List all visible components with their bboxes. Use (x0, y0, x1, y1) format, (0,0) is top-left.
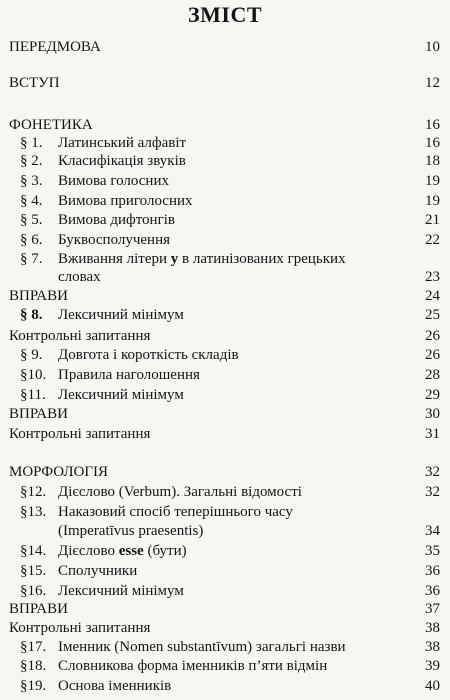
toc-page-number: 25 (425, 307, 440, 323)
toc-page-number: 21 (425, 212, 440, 228)
toc-entry-section-7-continued[interactable] (0, 268, 450, 286)
section-number: § 1. (20, 135, 43, 151)
toc-entry-exercises[interactable] (0, 405, 450, 423)
toc-entry-label: Контрольні запитання (9, 620, 151, 636)
toc-page-number: 35 (425, 543, 440, 559)
toc-page-number: 16 (425, 135, 440, 151)
toc-page-number: 32 (425, 464, 440, 480)
toc-page-number: 26 (425, 347, 440, 363)
section-title: Вимова голосних (58, 173, 169, 189)
toc-entry-section-1[interactable] (0, 134, 450, 152)
section-title: Вживання літери у в латинізованих грецьких (58, 251, 346, 267)
toc-entry-review-questions[interactable] (0, 327, 450, 345)
toc-entry-label: ФОНЕТИКА (9, 117, 93, 133)
toc-page-number: 12 (425, 75, 440, 91)
toc-entry-label: ВСТУП (9, 75, 60, 91)
section-number: § 6. (20, 232, 43, 248)
toc-page-number: 31 (425, 426, 440, 442)
toc-entry-section-7[interactable] (0, 250, 450, 268)
section-number: § 7. (20, 251, 43, 267)
section-title: Правила наголошення (58, 367, 200, 383)
toc-entry-section-18[interactable] (0, 657, 450, 675)
toc-entry-section-12[interactable] (0, 483, 450, 501)
toc-entry-section-15[interactable] (0, 562, 450, 580)
section-number: §11. (20, 387, 46, 403)
toc-entry-label: ВПРАВИ (9, 406, 68, 422)
toc-entry-section-13-continued[interactable] (0, 522, 450, 540)
section-number: § 2. (20, 153, 43, 169)
section-number: § 9. (20, 347, 43, 363)
toc-entry-section-19[interactable] (0, 677, 450, 695)
section-title-continued: (Imperatīvus praesentis) (58, 523, 204, 539)
section-title: Основа іменників (58, 678, 172, 694)
toc-entry-section-9[interactable] (0, 346, 450, 364)
toc-entry-section-4[interactable] (0, 192, 450, 210)
section-number: §17. (20, 639, 47, 655)
toc-page-number: 19 (425, 193, 440, 209)
toc-entry-section-8[interactable] (0, 306, 450, 324)
toc-entry-section-3[interactable] (0, 172, 450, 190)
section-title: Словникова форма іменників п’яти відмін (58, 658, 328, 674)
section-number: §12. (20, 484, 47, 500)
section-number: §19. (20, 678, 47, 694)
toc-entry-exercises[interactable] (0, 287, 450, 305)
toc-entry-review-questions[interactable] (0, 619, 450, 637)
section-title: Дієслово (Verbum). Загальні відомості (58, 484, 302, 500)
toc-entry-section-13[interactable] (0, 503, 450, 521)
toc-entry-section-14[interactable] (0, 542, 450, 560)
toc-page-number: 37 (425, 601, 440, 617)
section-title: Латинський алфавіт (58, 135, 187, 151)
section-title: Довгота і короткість складів (58, 347, 239, 363)
section-title: Лексичний мінімум (58, 387, 184, 403)
section-number: §10. (20, 367, 47, 383)
toc-entry-section-16[interactable] (0, 582, 450, 600)
toc-page-number: 34 (425, 523, 440, 539)
page-title: ЗМІСТ (188, 2, 262, 27)
toc-page-number: 38 (425, 639, 440, 655)
toc-entry-section-11[interactable] (0, 386, 450, 404)
section-number: §13. (20, 504, 47, 520)
toc-page-number: 36 (425, 583, 440, 599)
toc-entry-section-5[interactable] (0, 211, 450, 229)
section-number: §18. (20, 658, 47, 674)
toc-entry-introduction[interactable] (0, 74, 450, 92)
toc-entry-label: Контрольні запитання (9, 328, 151, 344)
section-title: Наказовий спосіб теперішнього часу (58, 504, 293, 520)
section-title: Буквосполучення (58, 232, 171, 248)
section-title: Класифікація звуків (58, 153, 186, 169)
toc-page-number: 29 (425, 387, 440, 403)
toc-page-number: 38 (425, 620, 440, 636)
toc-entry-review-questions[interactable] (0, 425, 450, 443)
section-number: §15. (20, 563, 47, 579)
toc-page-number: 24 (425, 288, 440, 304)
toc-entry-section-6[interactable] (0, 231, 450, 249)
section-number: § 8. (20, 307, 43, 323)
toc-page-number: 16 (425, 117, 440, 133)
section-title: Дієслово esse (бути) (58, 543, 187, 559)
toc-entry-section-17[interactable] (0, 638, 450, 656)
toc-entry-label: ПЕРЕДМОВА (9, 39, 101, 55)
toc-page-number: 19 (425, 173, 440, 189)
section-number: §16. (20, 583, 47, 599)
toc-page-number: 26 (425, 328, 440, 344)
toc-page-number: 23 (425, 269, 440, 285)
toc-entry-label: Контрольні запитання (9, 426, 151, 442)
section-title: Сполучники (58, 563, 138, 579)
toc-page-number: 36 (425, 563, 440, 579)
toc-entry-morphology[interactable] (0, 463, 450, 481)
toc-page-number: 30 (425, 406, 440, 422)
section-title-continued: словах (58, 269, 101, 285)
section-title: Лексичний мінімум (58, 583, 184, 599)
section-number: § 4. (20, 193, 43, 209)
toc-page-number: 39 (425, 658, 440, 674)
toc-entry-label: ВПРАВИ (9, 601, 68, 617)
toc-entry-foreword[interactable] (0, 38, 450, 56)
toc-entry-section-10[interactable] (0, 366, 450, 384)
section-number: § 5. (20, 212, 43, 228)
section-number: §14. (20, 543, 47, 559)
toc-page-number: 28 (425, 367, 440, 383)
section-title: Вимова приголосних (58, 193, 193, 209)
section-title: Лексичний мінімум (58, 307, 184, 323)
toc-entry-label: ВПРАВИ (9, 288, 68, 304)
toc-page-number: 22 (425, 232, 440, 248)
toc-page-number: 40 (425, 678, 440, 694)
section-number: § 3. (20, 173, 43, 189)
toc-page-number: 10 (425, 39, 440, 55)
toc-entry-exercises[interactable] (0, 600, 450, 618)
section-title: Вимова дифтонгів (58, 212, 175, 228)
toc-entry-phonetics[interactable] (0, 116, 450, 134)
toc-page-number: 18 (425, 153, 440, 169)
toc-page-number: 32 (425, 484, 440, 500)
toc-entry-section-2[interactable] (0, 152, 450, 170)
toc-entry-label: МОРФОЛОГІЯ (9, 464, 109, 480)
section-title: Іменник (Nomen substantīvum) загальгі назви (58, 639, 346, 655)
